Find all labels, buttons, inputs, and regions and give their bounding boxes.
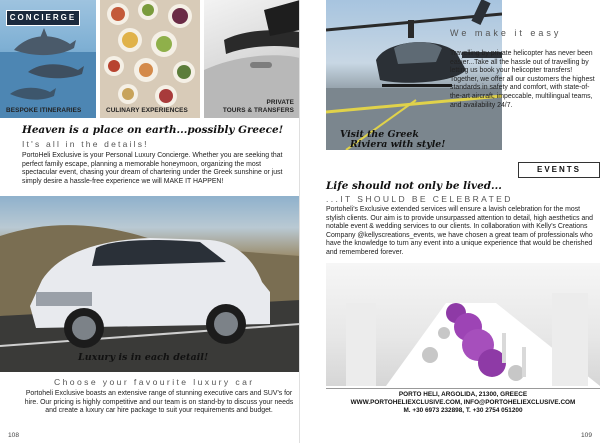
concierge-tag: CONCIERGE xyxy=(6,10,80,26)
car-heading: Choose your favourite luxury car xyxy=(54,377,255,387)
contact-footer xyxy=(326,391,600,416)
caption-transfers-line1: PRIVATE xyxy=(266,99,294,106)
footer-address: PORTO HELI, ARGOLIDA, 21300, GREECE xyxy=(398,391,528,398)
caption-itineraries: BESPOKE ITINERARIES xyxy=(6,107,82,114)
range-rover-photo xyxy=(0,196,300,372)
food-photo xyxy=(100,0,200,118)
footer-divider xyxy=(326,388,600,389)
caption-transfers-line2: TOURS & TRANSFERS xyxy=(222,107,294,114)
car-paragraph: Portoheli Exclusive boasts an extensive range of stunning executive cars and SUV's for hire. Our pricing is highly competitive and our team is on stand-by to discuss your needs and create a luxury car hire package to suit your requirements and budget. xyxy=(24,390,294,415)
right-page xyxy=(300,0,600,443)
heli-heading: We make it easy xyxy=(450,28,562,38)
page-number-right: 109 xyxy=(580,432,592,439)
heading-script: Heaven is a place on earth...possibly Greece! xyxy=(22,124,284,136)
heli-overlay-script xyxy=(340,130,445,150)
subheading: It's all in the details! xyxy=(22,139,149,149)
heli-overlay-line2: Riviera with style! xyxy=(350,139,446,150)
concierge-paragraph: PortoHeli Exclusive is your Personal Luxury Concierge. Whether you are seeking that perfect family escape, planning a memorable honeymoon, organizing the most spectacular event, chasing your dream of chartering under the Greek sunshine or just simply desire a hassle-free experience we will MAKE IT HAPPEN! xyxy=(22,152,283,185)
range-rover-illustration xyxy=(0,196,300,372)
event-table-illustration xyxy=(326,263,600,386)
caption-transfers xyxy=(223,99,294,115)
food-platter-illustration xyxy=(100,0,200,118)
events-tag: EVENTS xyxy=(518,162,600,178)
events-subheading: ...IT SHOULD BE CELEBRATED xyxy=(326,194,513,204)
footer-phones: M. +30 6973 232898, T. +30 2754 051200 xyxy=(403,407,523,415)
heli-overlay-line1: Visit the Greek xyxy=(340,129,419,140)
events-script: Life should not only be lived... xyxy=(326,180,502,192)
events-paragraph: Portoheli's Exclusive extended services will ensure a lavish celebration for the most stylish clients. Our aim is to provide unsurpassed attention to detail, high aesthetics and notable event & wedding services to our clients. In collaboration with Kelly's Creations Company @kellyscreations_events, we have chosen a great team of professionals who have the knowledge to turn any event into a unique experience that would be cherished and remembered forever. xyxy=(326,206,593,256)
caption-culinary: CULINARY EXPERIENCES xyxy=(106,107,188,114)
heli-paragraph: Travelling by private helicopter has never been easier...Take all the hassle out of travelling by letting us book your helicopter transfers! Together, we offer all our customers the highest standards in safety and comfort, with state-of-the-art aircraft, impeccable, multilingual teams, and availability 24/7. xyxy=(450,50,595,109)
photo-overlay-script: Luxury is in each detail! xyxy=(78,352,209,363)
event-table-photo xyxy=(326,263,600,386)
page-number-left: 108 xyxy=(8,432,20,439)
footer-web-email[interactable]: WWW.PORTOHELIEXCLUSIVE.COM, INFO@PORTOHELIEXCLUSIVE.COM xyxy=(350,399,576,407)
car-door-photo xyxy=(204,0,300,118)
